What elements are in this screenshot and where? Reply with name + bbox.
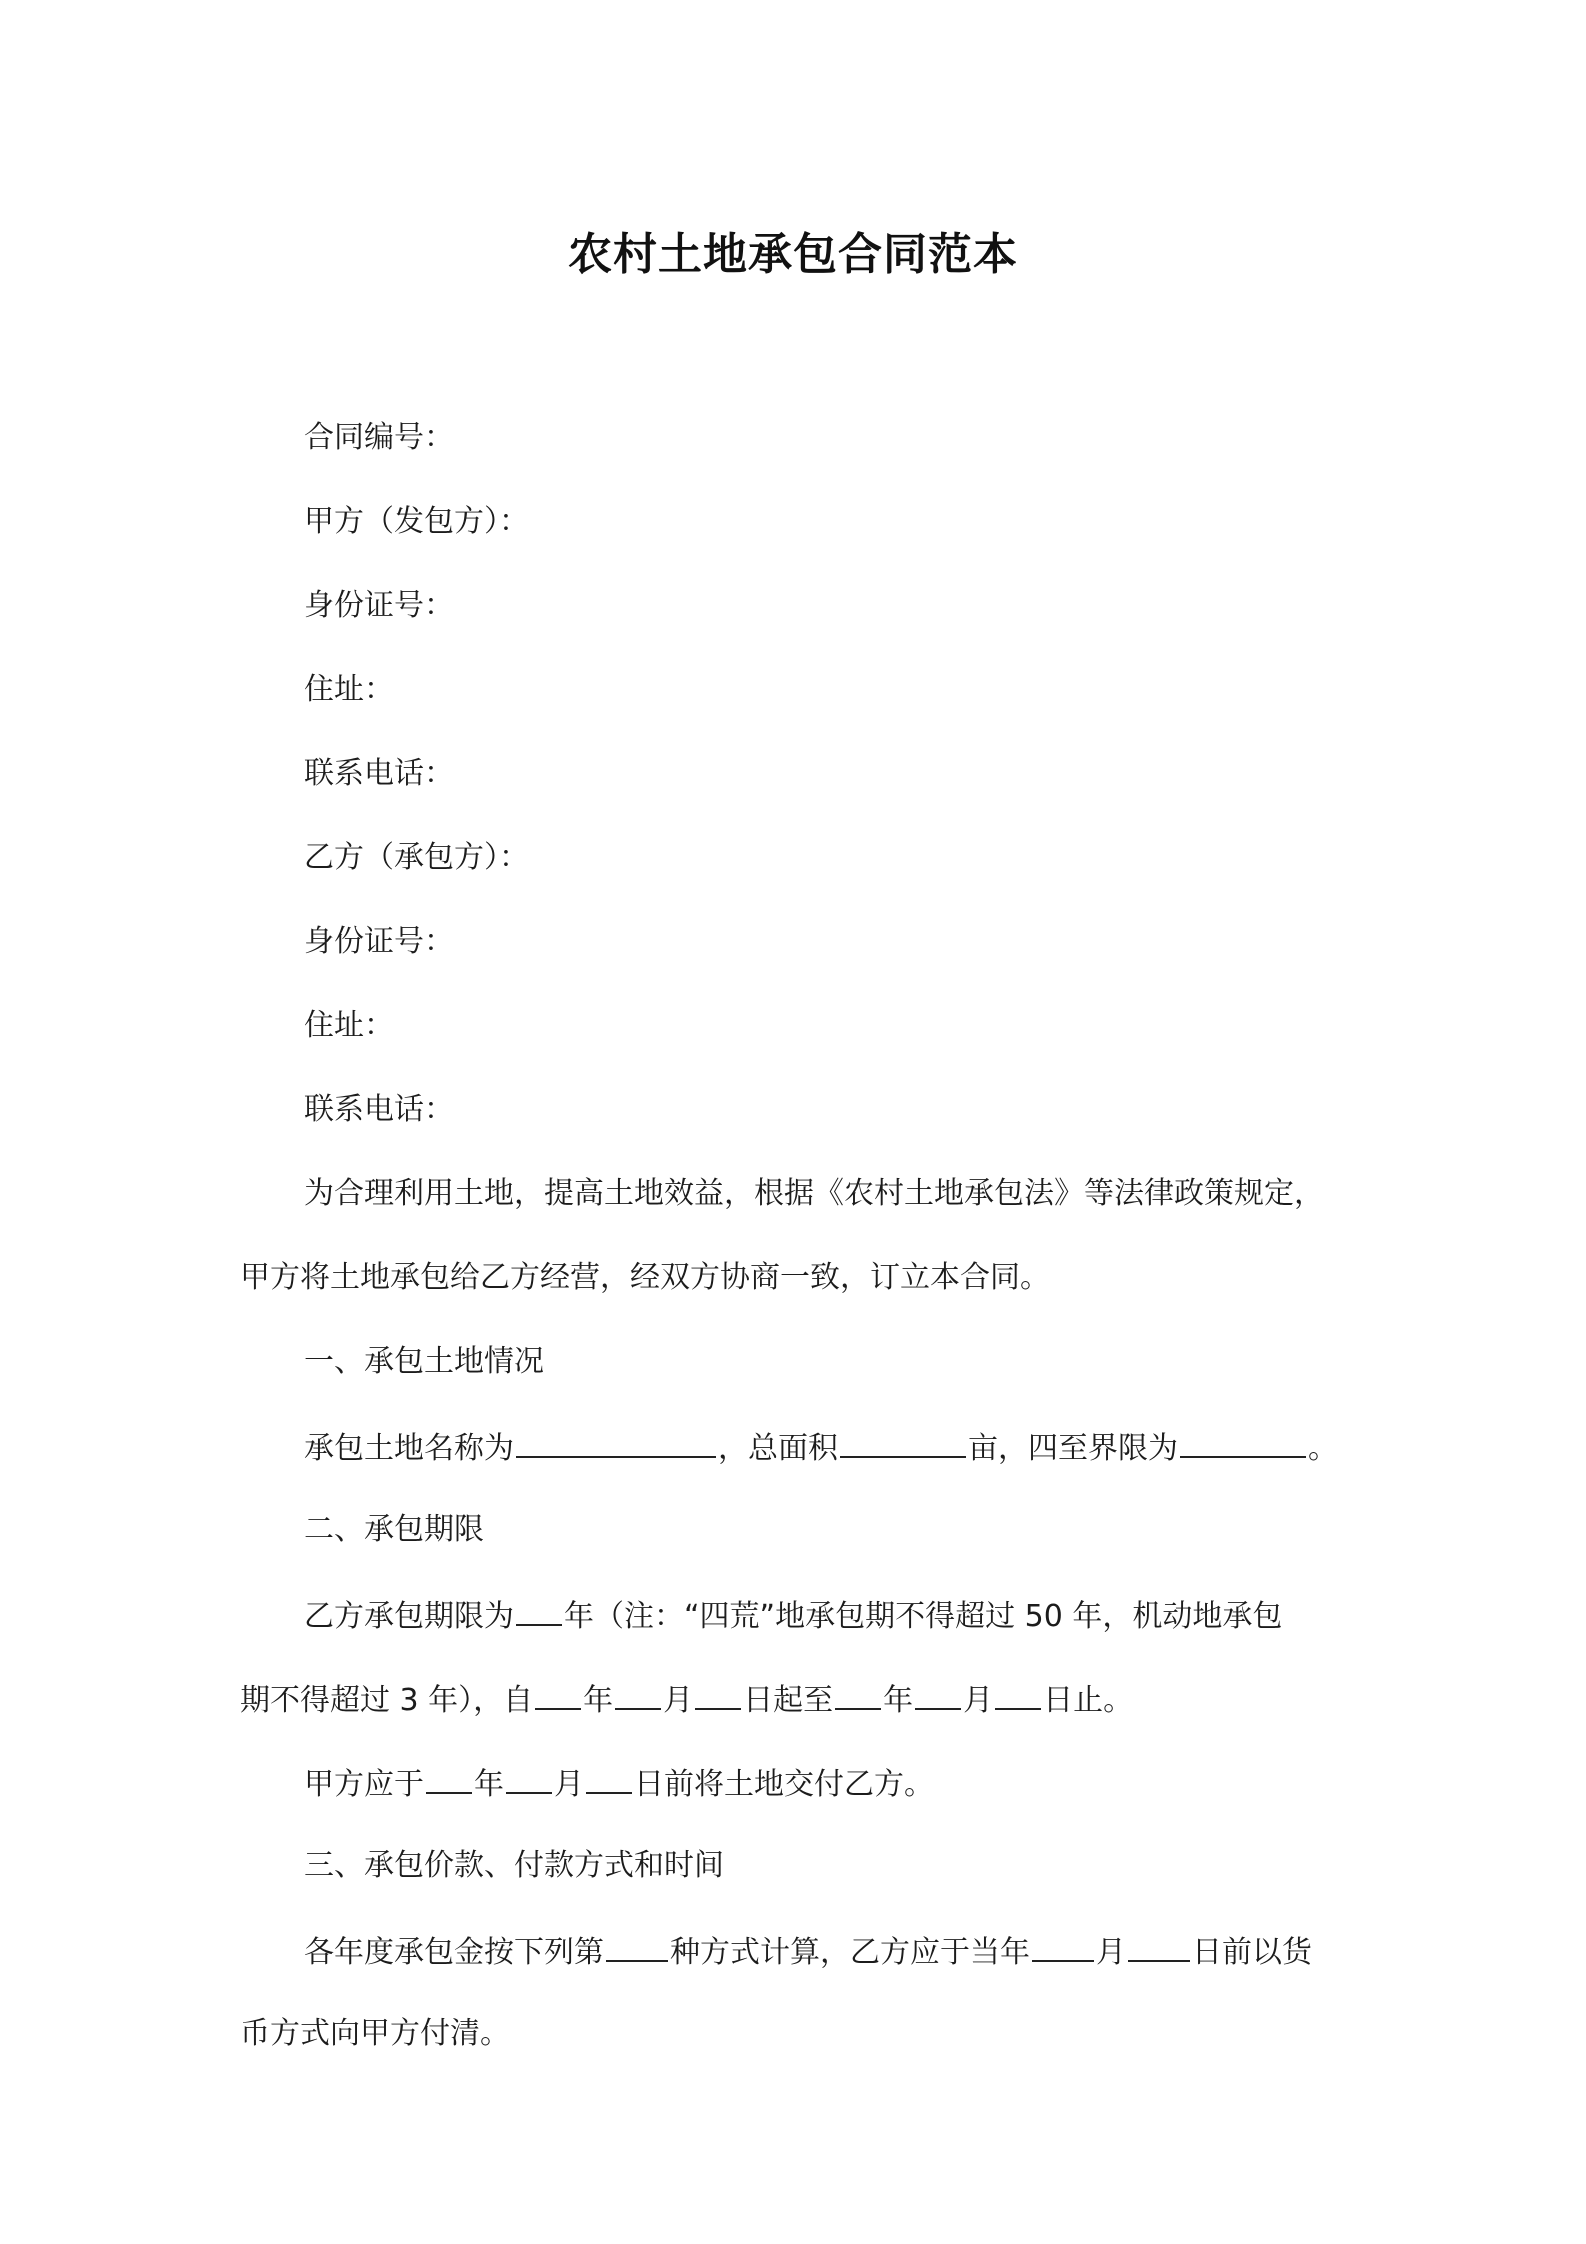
- delivery-month-label: 月: [554, 1767, 584, 1802]
- total-area-label: ，总面积: [718, 1431, 838, 1466]
- section-3-heading: 三、承包价款、付款方式和时间: [304, 1848, 724, 1883]
- section-2-term-line-2: [240, 1678, 1133, 1721]
- boundary-blank[interactable]: [1180, 1426, 1306, 1458]
- section-1-land-info: [304, 1426, 1338, 1469]
- payment-day-blank[interactable]: [1128, 1930, 1190, 1962]
- day-end-label: 日止。: [1043, 1683, 1134, 1718]
- day-from-label: 日起至: [743, 1683, 834, 1718]
- term-limit-text: 期不得超过 3 年），自: [240, 1683, 534, 1718]
- section-2-term-line-1: [304, 1594, 1282, 1637]
- document-title: 农村土地承包合同范本: [568, 229, 1018, 280]
- section-2-heading: 二、承包期限: [304, 1512, 484, 1547]
- total-area-blank[interactable]: [840, 1426, 966, 1458]
- term-label: 乙方承包期限为: [304, 1599, 514, 1634]
- delivery-end-text: 日前将土地交付乙方。: [634, 1767, 934, 1802]
- delivery-year-label: 年: [474, 1767, 504, 1802]
- party-b-phone-field: 联系电话：: [304, 1092, 454, 1127]
- contract-number-field: 合同编号：: [304, 420, 454, 455]
- delivery-day-blank[interactable]: [586, 1762, 632, 1794]
- party-b-id-field: 身份证号：: [304, 924, 454, 959]
- month-label-2: 月: [963, 1683, 994, 1718]
- term-years-blank[interactable]: [516, 1594, 562, 1626]
- year-label-2: 年: [883, 1683, 914, 1718]
- delivery-year-blank[interactable]: [426, 1762, 472, 1794]
- delivery-month-blank[interactable]: [506, 1762, 552, 1794]
- boundary-label: 亩，四至界限为: [968, 1431, 1178, 1466]
- delivery-label: 甲方应于: [304, 1767, 424, 1802]
- start-day-blank[interactable]: [695, 1678, 741, 1710]
- year-label: 年: [583, 1683, 614, 1718]
- end-day-blank[interactable]: [995, 1678, 1041, 1710]
- party-b-field: 乙方（承包方）：: [304, 840, 529, 875]
- payment-method-blank[interactable]: [606, 1930, 668, 1962]
- preamble-line-1: 为合理利用土地，提高土地效益，根据《农村土地承包法》等法律政策规定，: [304, 1176, 1324, 1211]
- land-name-label: 承包土地名称为: [304, 1431, 514, 1466]
- end-year-blank[interactable]: [835, 1678, 881, 1710]
- section-2-delivery-line: [304, 1762, 934, 1805]
- party-a-address-field: 住址：: [304, 672, 394, 707]
- start-year-blank[interactable]: [535, 1678, 581, 1710]
- section-3-payment-line-1: [304, 1930, 1312, 1973]
- payment-currency-text: 日前以货: [1192, 1935, 1312, 1970]
- payment-month-blank[interactable]: [1032, 1930, 1094, 1962]
- month-label: 月: [663, 1683, 694, 1718]
- period-mark: 。: [1308, 1431, 1338, 1466]
- section-3-payment-line-2: 币方式向甲方付清。: [240, 2016, 510, 2051]
- start-month-blank[interactable]: [615, 1678, 661, 1710]
- payment-method-label: 各年度承包金按下列第: [304, 1935, 604, 1970]
- party-a-field: 甲方（发包方）：: [304, 504, 529, 539]
- section-1-heading: 一、承包土地情况: [304, 1344, 544, 1379]
- land-name-blank[interactable]: [516, 1426, 716, 1458]
- term-note: 年（注：“四荒”地承包期不得超过 50 年，机动地承包: [564, 1599, 1283, 1634]
- payment-month-label: 月: [1096, 1935, 1126, 1970]
- preamble-line-2: 甲方将土地承包给乙方经营，经双方协商一致，订立本合同。: [240, 1260, 1050, 1295]
- party-a-phone-field: 联系电话：: [304, 756, 454, 791]
- payment-due-label: 种方式计算，乙方应于当年: [670, 1935, 1030, 1970]
- end-month-blank[interactable]: [915, 1678, 961, 1710]
- party-b-address-field: 住址：: [304, 1008, 394, 1043]
- party-a-id-field: 身份证号：: [304, 588, 454, 623]
